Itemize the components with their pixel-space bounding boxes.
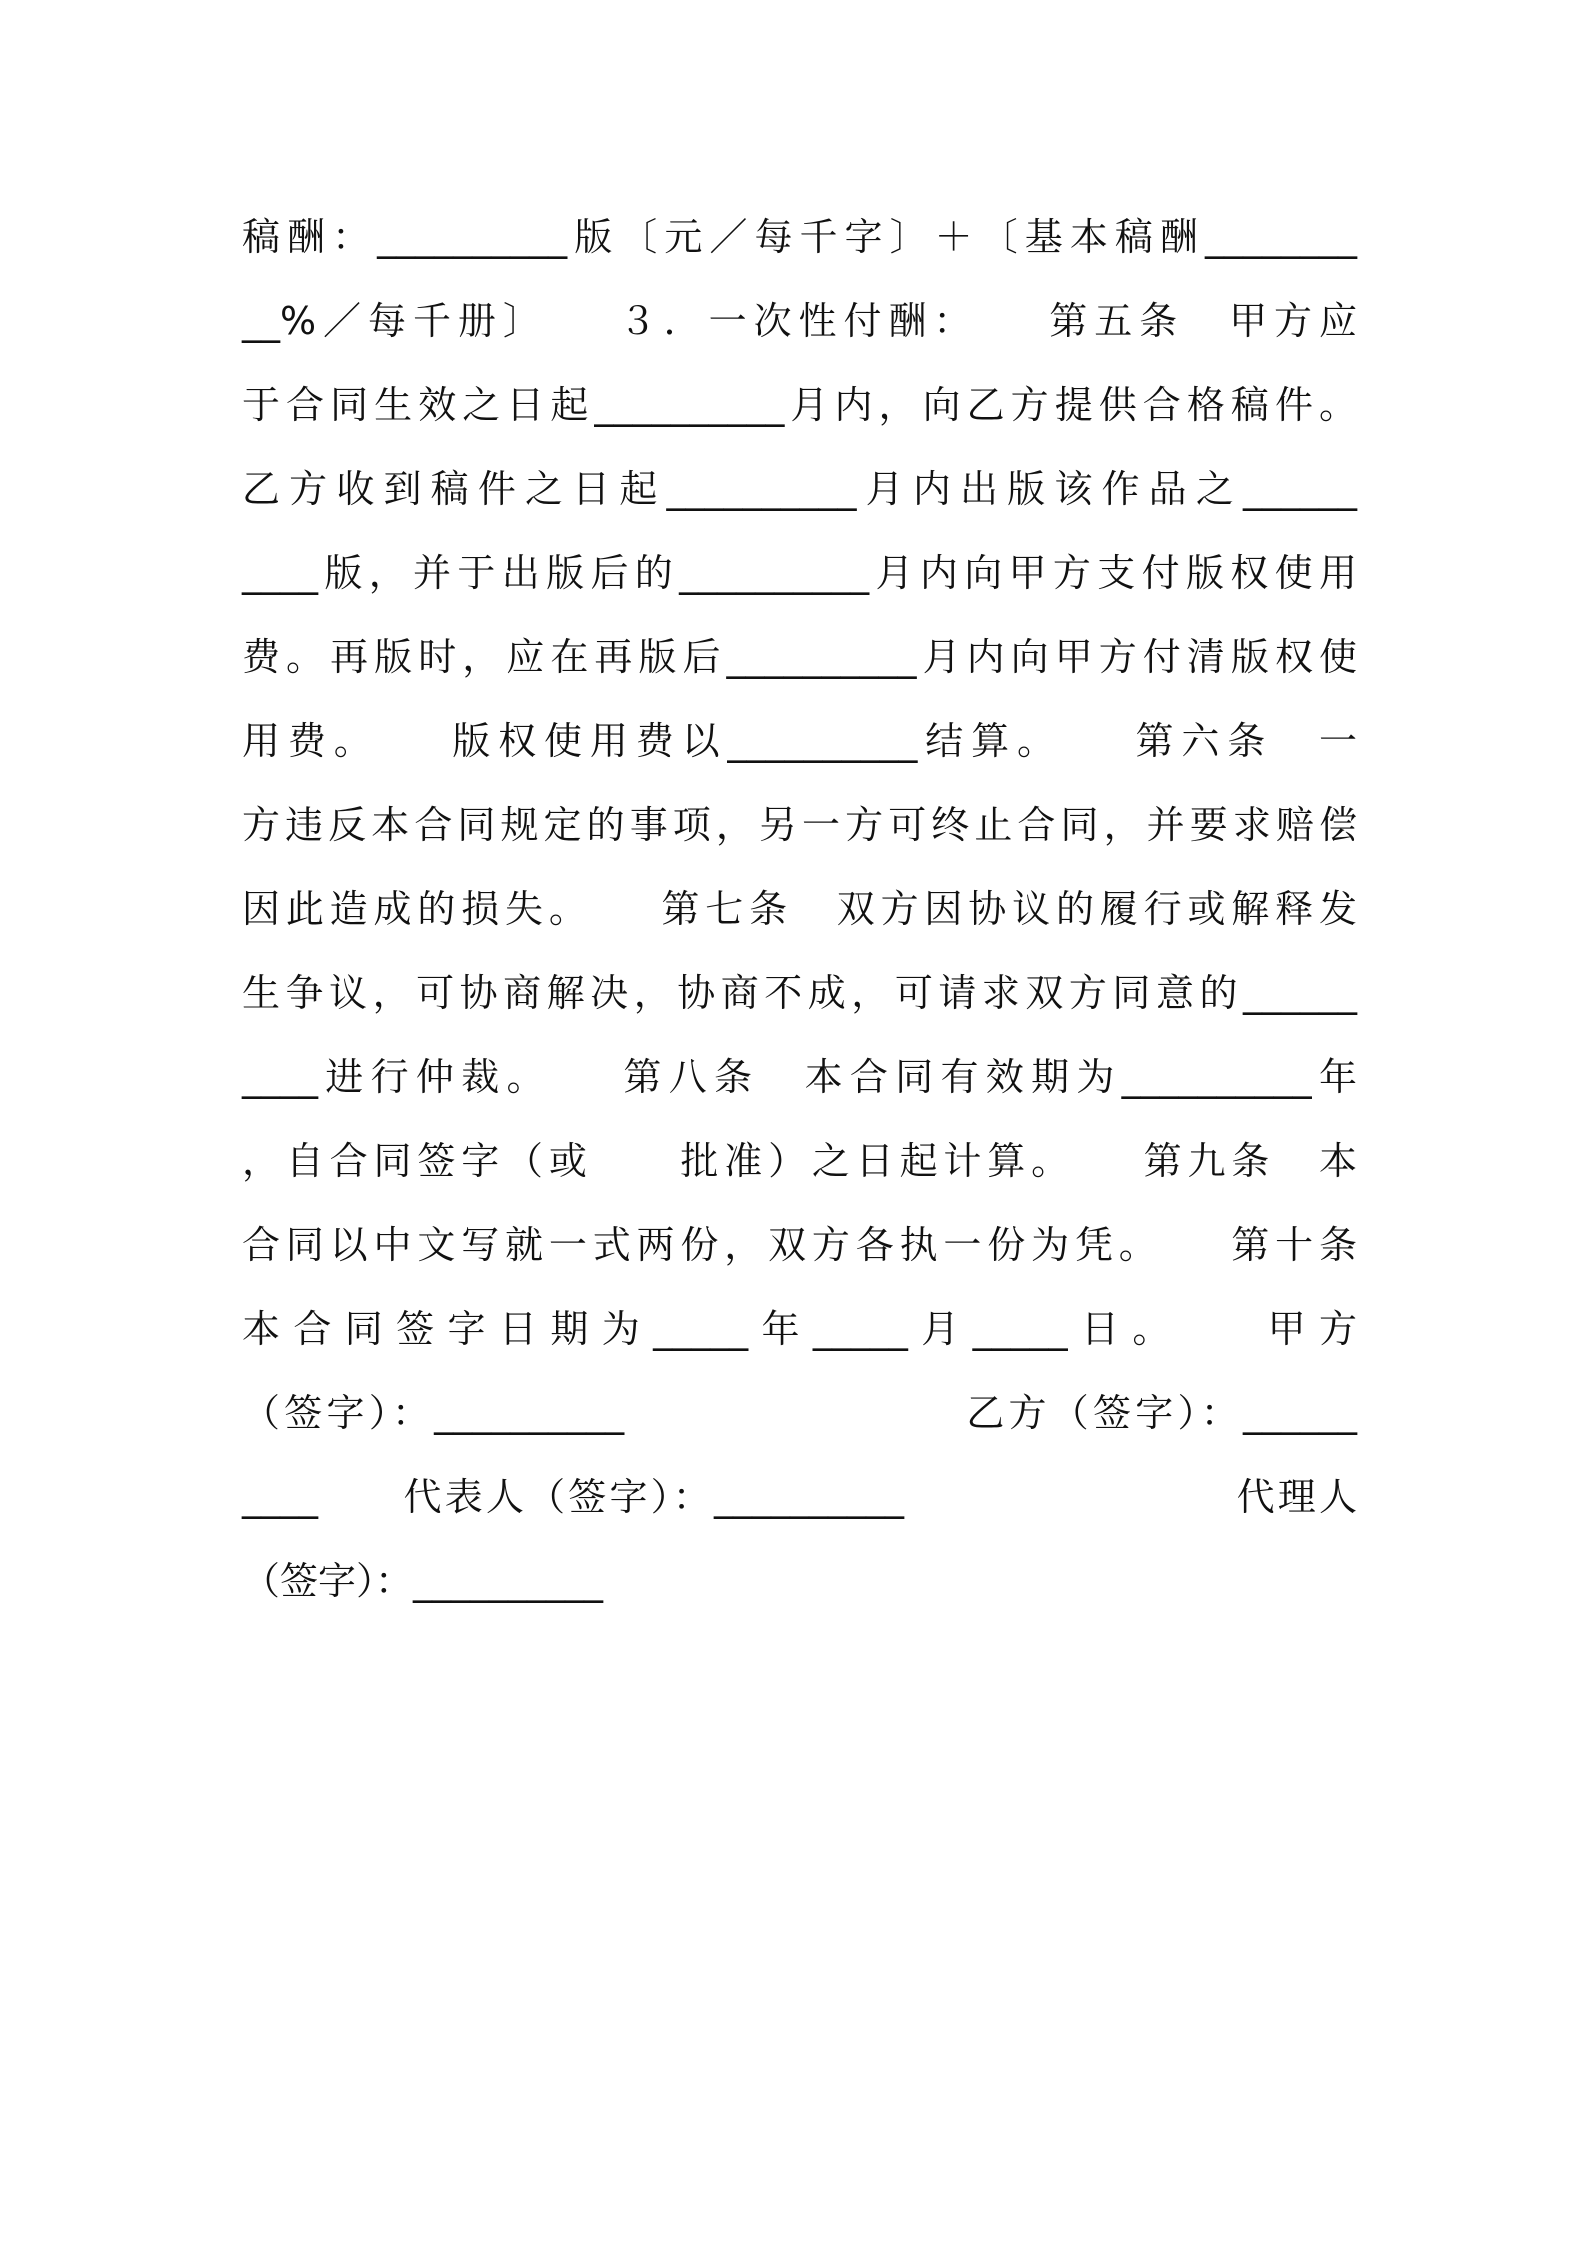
text-line-content: 本合同签字日期为_____年_____月_____日。 甲方	[242, 1307, 1357, 1351]
text-line-content: ____版，并于出版后的__________月内向甲方支付版权使用	[242, 551, 1357, 595]
text-line	[242, 1287, 1357, 1371]
text-line-content: ____进行仲裁。 第八条 本合同有效期为__________年	[242, 1055, 1357, 1099]
text-line	[242, 279, 1357, 363]
text-line-content: __%／每千册〕 ３．一次性付酬： 第五条 甲方应	[242, 299, 1357, 343]
text-line	[242, 699, 1357, 783]
text-line-content: 方违反本合同规定的事项，另一方可终止合同，并要求赔偿	[242, 803, 1357, 847]
text-line	[242, 867, 1357, 951]
text-line-content: 用费。 版权使用费以__________结算。 第六条 一	[242, 719, 1357, 763]
text-line-content: 合同以中文写就一式两份，双方各执一份为凭。 第十条	[242, 1223, 1357, 1267]
text-line	[242, 1203, 1357, 1287]
text-line-content: 费。再版时，应在再版后__________月内向甲方付清版权使	[242, 635, 1357, 679]
text-line-content: 于合同生效之日起__________月内，向乙方提供合格稿件。	[242, 383, 1357, 427]
signature-line-party-a-b	[242, 1371, 1357, 1455]
text-line	[242, 615, 1357, 699]
text-line	[242, 531, 1357, 615]
text-line-content: 因此造成的损失。 第七条 双方因协议的履行或解释发	[242, 887, 1357, 931]
text-line-content: （签字）：__________ 乙方（签字）：______	[242, 1391, 1357, 1435]
text-line	[242, 447, 1357, 531]
text-line-content: （签字）：__________	[242, 1559, 604, 1603]
text-line-content: ，自合同签字（或 批准）之日起计算。 第九条 本	[242, 1139, 1357, 1183]
text-line-content: 乙方收到稿件之日起__________月内出版该作品之______	[242, 467, 1357, 511]
text-line	[242, 951, 1357, 1035]
text-line	[242, 1119, 1357, 1203]
signature-line-agent	[242, 1539, 1357, 1623]
text-line	[242, 363, 1357, 447]
text-line	[242, 1035, 1357, 1119]
text-line-content: ____ 代表人（签字）：__________ 代理人	[242, 1475, 1357, 1519]
text-line-content: 生争议，可协商解决，协商不成，可请求双方同意的______	[242, 971, 1357, 1015]
text-line	[242, 195, 1357, 279]
contract-body	[242, 195, 1357, 1623]
text-line	[242, 783, 1357, 867]
signature-line-representative-agent	[242, 1455, 1357, 1539]
text-line-content: 稿酬：__________版〔元／每千字〕＋〔基本稿酬________	[242, 215, 1357, 259]
